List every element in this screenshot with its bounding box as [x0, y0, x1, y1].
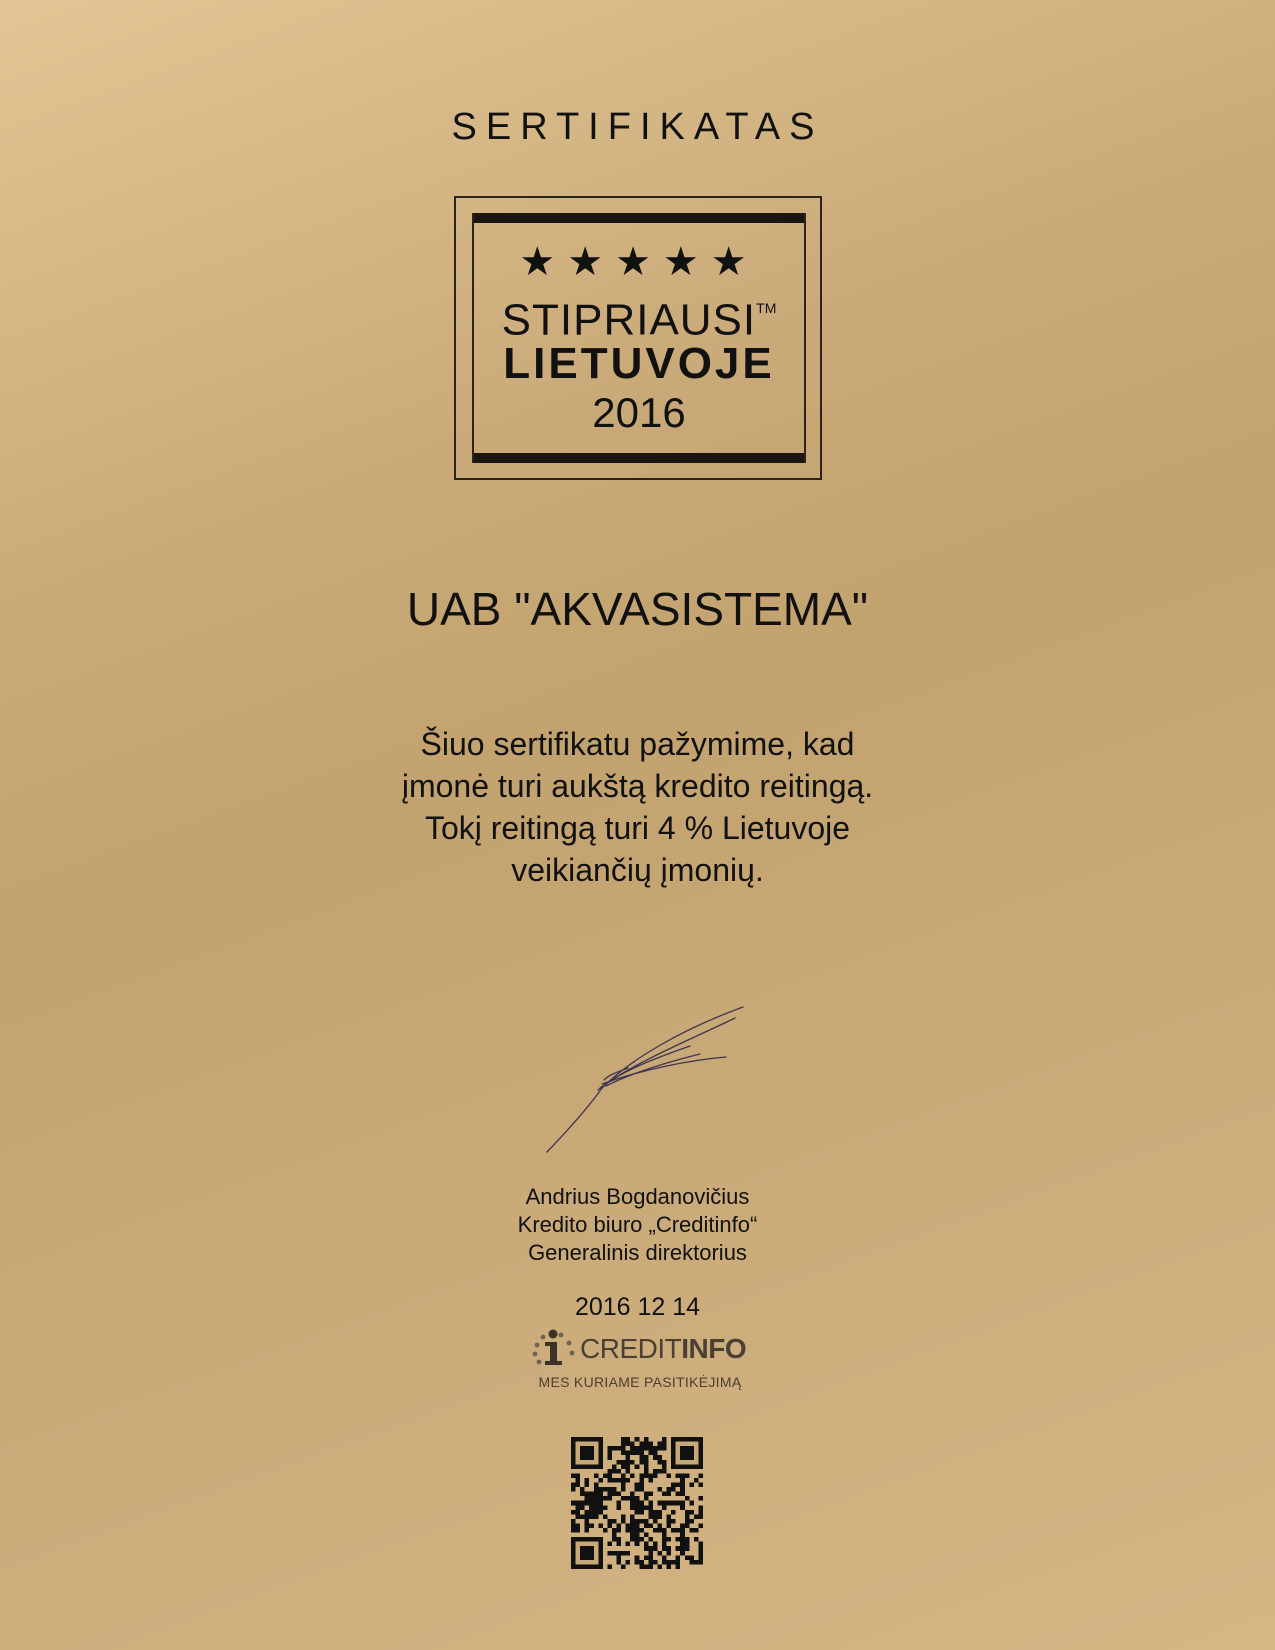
handwritten-signature: [540, 1000, 760, 1160]
statement-line: Šiuo sertifikatu pažymime, kad: [420, 726, 855, 762]
issue-date: 2016 12 14: [574, 1293, 701, 1321]
signer-position: Generalinis direktorius: [528, 1240, 747, 1265]
badge-stars-icon: ★★★★★: [519, 239, 759, 285]
wordmark-bold: INFO: [681, 1333, 747, 1364]
qr-code-icon: [571, 1437, 703, 1569]
signer-name: Andrius Bogdanovičius: [525, 1184, 750, 1209]
wordmark-light: CREDIT: [580, 1333, 682, 1364]
badge-title-lietuvoje: LIETUVOJE: [503, 339, 775, 388]
badge-year: 2016: [592, 389, 686, 436]
statement-line: Tokį reitingą turi 4 % Lietuvoje: [424, 810, 851, 846]
signer-block: [0, 1183, 1275, 1267]
company-name: UAB "AKVASISTEMA": [406, 583, 869, 635]
creditinfo-wordmark: [580, 1333, 746, 1365]
certificate-statement: [0, 723, 1275, 891]
badge-line1-text: STIPRIAUSI: [501, 295, 757, 345]
certificate-title: SERTIFIKATAS: [451, 106, 824, 148]
badge-top-bar: [474, 213, 804, 223]
trademark-mark: TM: [756, 300, 777, 316]
creditinfo-tagline: MES KURIAME PASITIKĖJIMĄ: [538, 1374, 742, 1390]
badge-bottom-bar: [474, 453, 804, 463]
statement-line: įmonė turi aukštą kredito reitingą.: [401, 768, 874, 804]
statement-line: veikiančių įmonių.: [511, 852, 764, 888]
signer-organization: Kredito biuro „Creditinfo“: [517, 1212, 758, 1237]
